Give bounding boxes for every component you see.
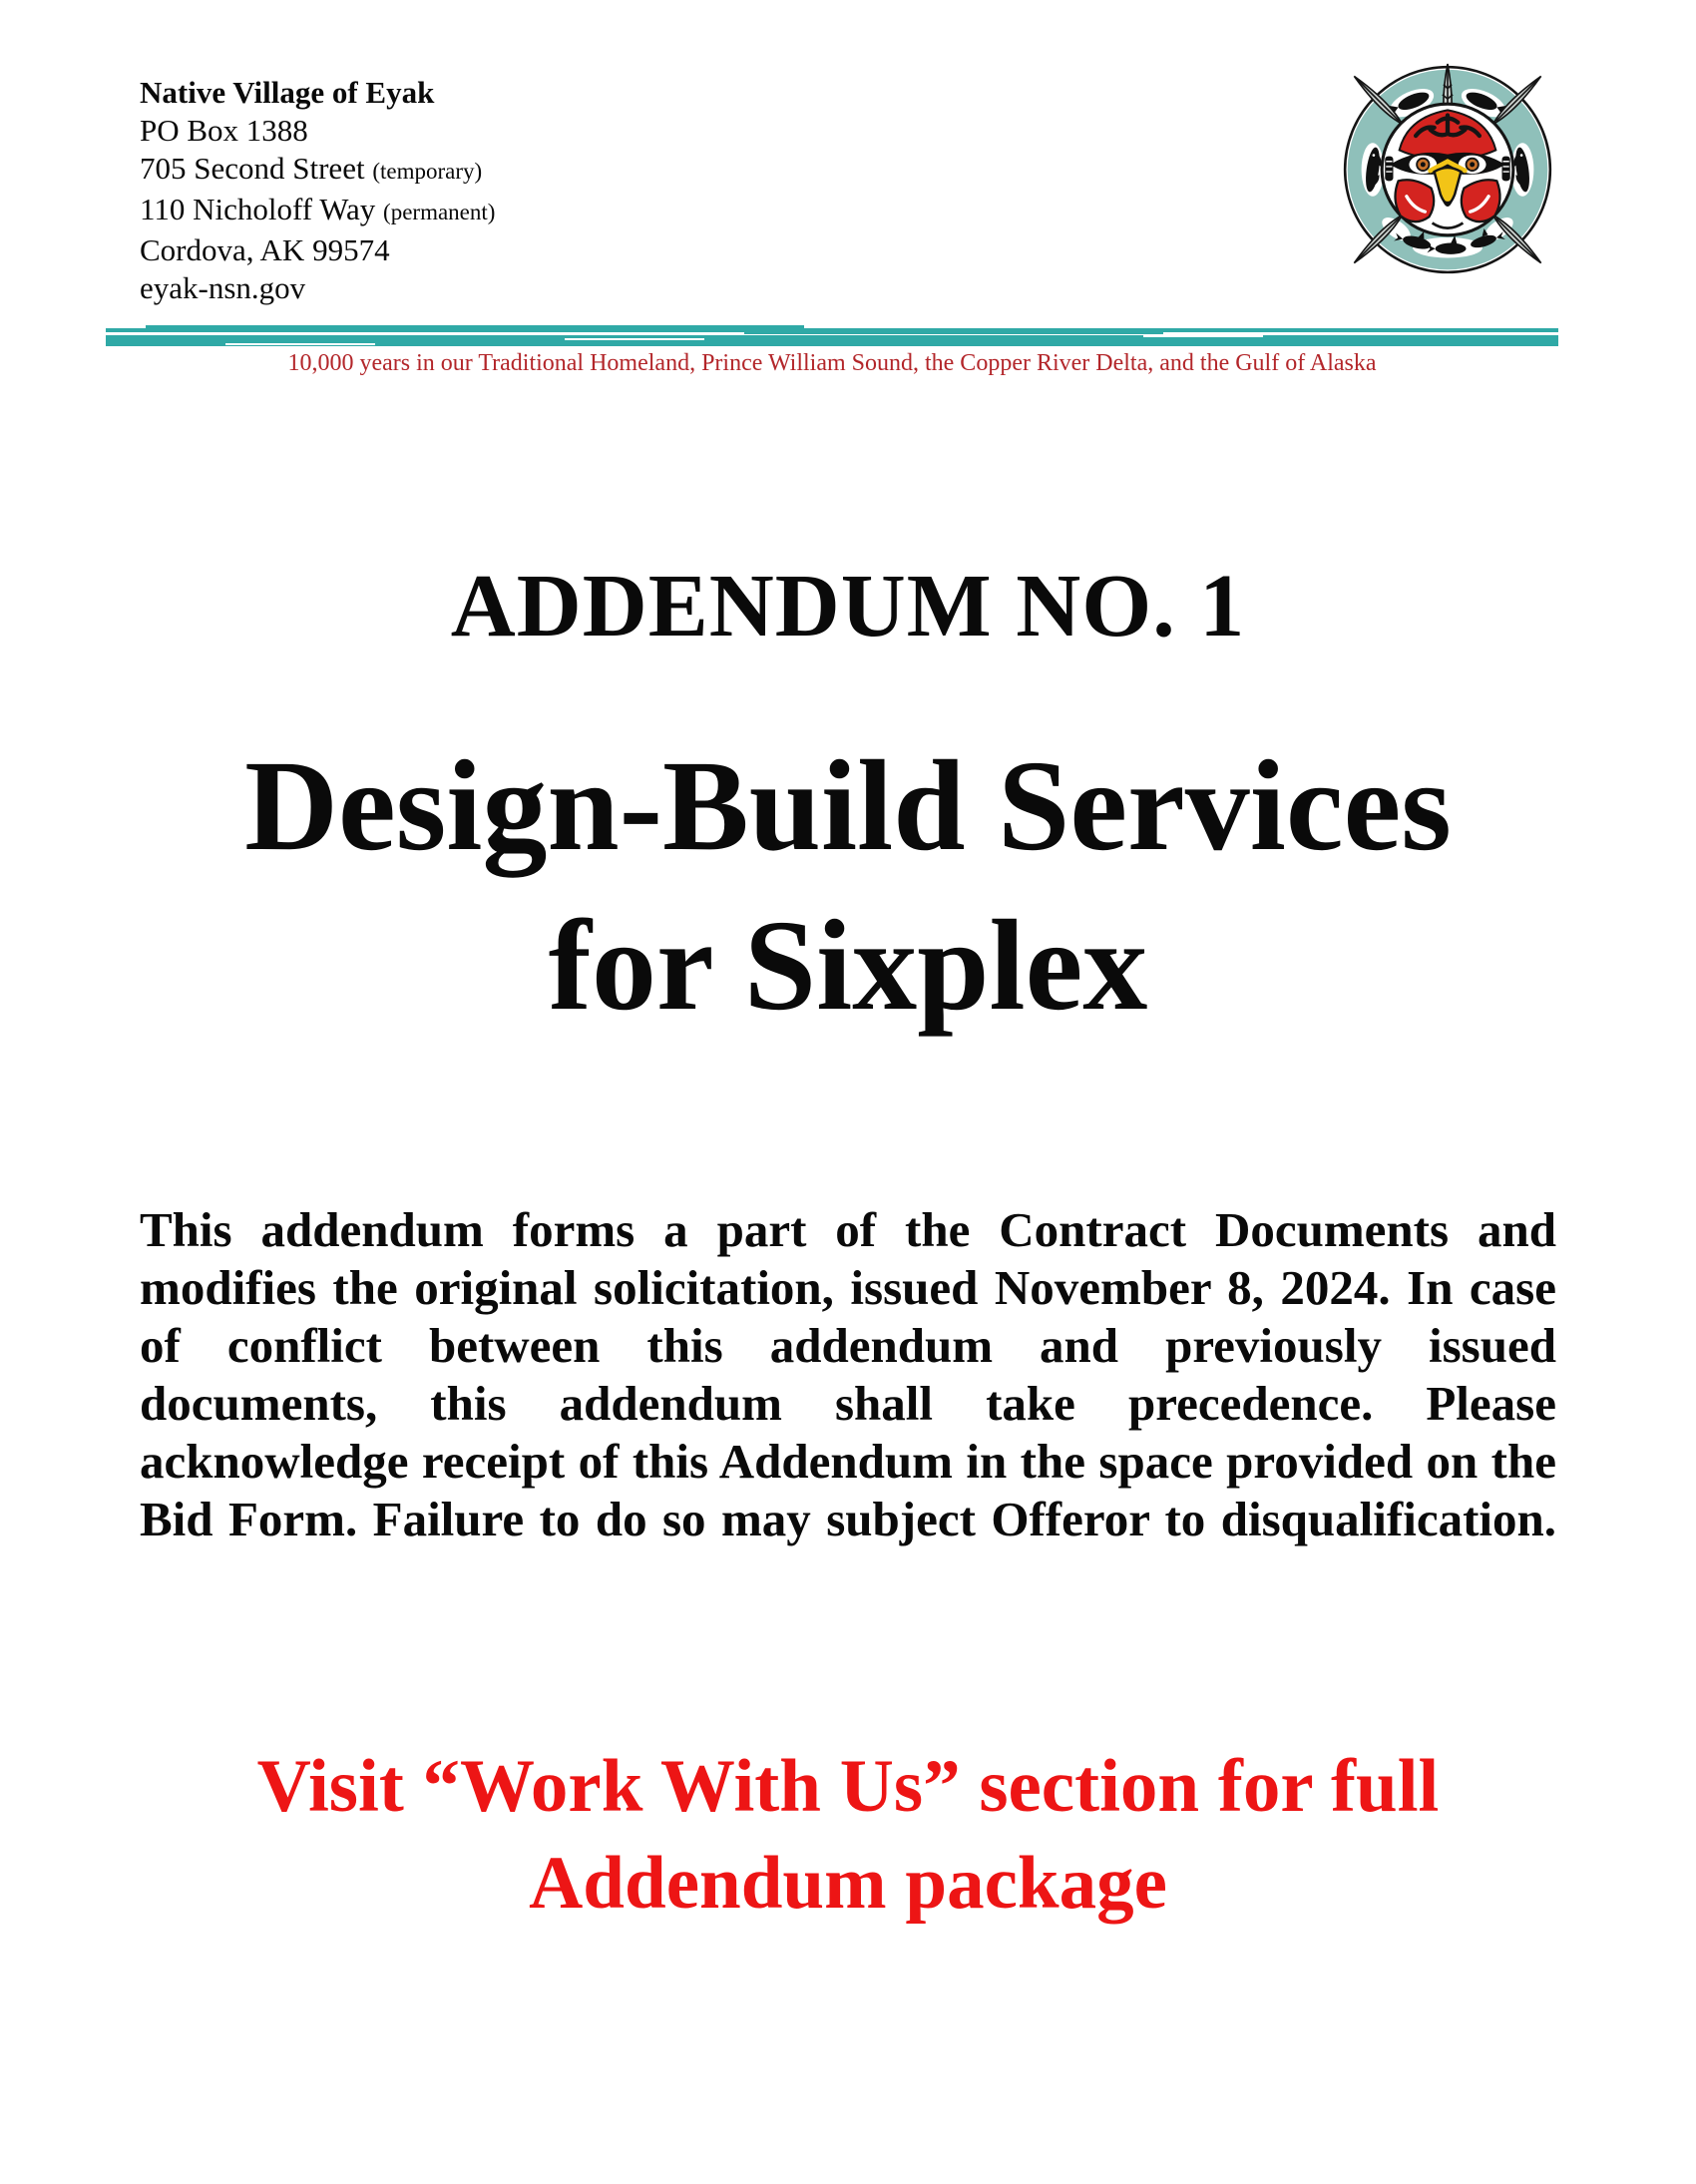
addendum-number-title: ADDENDUM NO. 1 <box>450 557 1246 655</box>
permanent-note: (permanent) <box>383 200 496 224</box>
address-line-temporary: 705 Second Street (temporary) <box>140 151 483 186</box>
body-line: documents, this addendum shall take precedence. Please <box>140 1376 1556 1431</box>
address-line-city: Cordova, AK 99574 <box>140 232 390 267</box>
eyak-tribal-seal-icon <box>1340 62 1555 277</box>
body-line: Bid Form. Failure to do so may subject Offeror to disqualification. <box>140 1492 1556 1546</box>
project-title-line-2: for Sixplex <box>548 894 1148 1038</box>
heritage-tagline: 10,000 years in our Traditional Homeland, Prince William Sound, the Copper River Delta, and the Gulf of Alaska <box>287 350 1377 376</box>
teal-divider-rule <box>106 325 1558 347</box>
address-line-po-box: PO Box 1388 <box>140 113 308 148</box>
body-line: modifies the original solicitation, issued November 8, 2024. In case <box>140 1260 1556 1315</box>
eyak-tribal-seal-logo <box>1340 62 1555 277</box>
teal-divider-icon <box>106 325 1558 347</box>
body-line: of conflict between this addendum and previously issued <box>140 1318 1556 1373</box>
address-line-permanent: 110 Nicholoff Way (permanent) <box>140 192 496 226</box>
callout-line-1: Visit “Work With Us” section for full <box>256 1745 1440 1828</box>
addendum-body-paragraph <box>140 1201 1556 1548</box>
organization-name: Native Village of Eyak <box>140 75 435 110</box>
website-text: eyak-nsn.gov <box>140 270 306 305</box>
temporary-note: (temporary) <box>372 159 483 184</box>
letterhead-address-block <box>140 74 495 307</box>
body-line: This addendum forms a part of the Contract Documents and <box>140 1202 1556 1257</box>
callout-line-2: Addendum package <box>529 1842 1167 1925</box>
project-title-line-1: Design-Build Services <box>244 734 1452 878</box>
project-title <box>140 726 1556 1046</box>
body-line: acknowledge receipt of this Addendum in the space provided on the <box>140 1434 1556 1489</box>
work-with-us-callout <box>140 1738 1556 1932</box>
